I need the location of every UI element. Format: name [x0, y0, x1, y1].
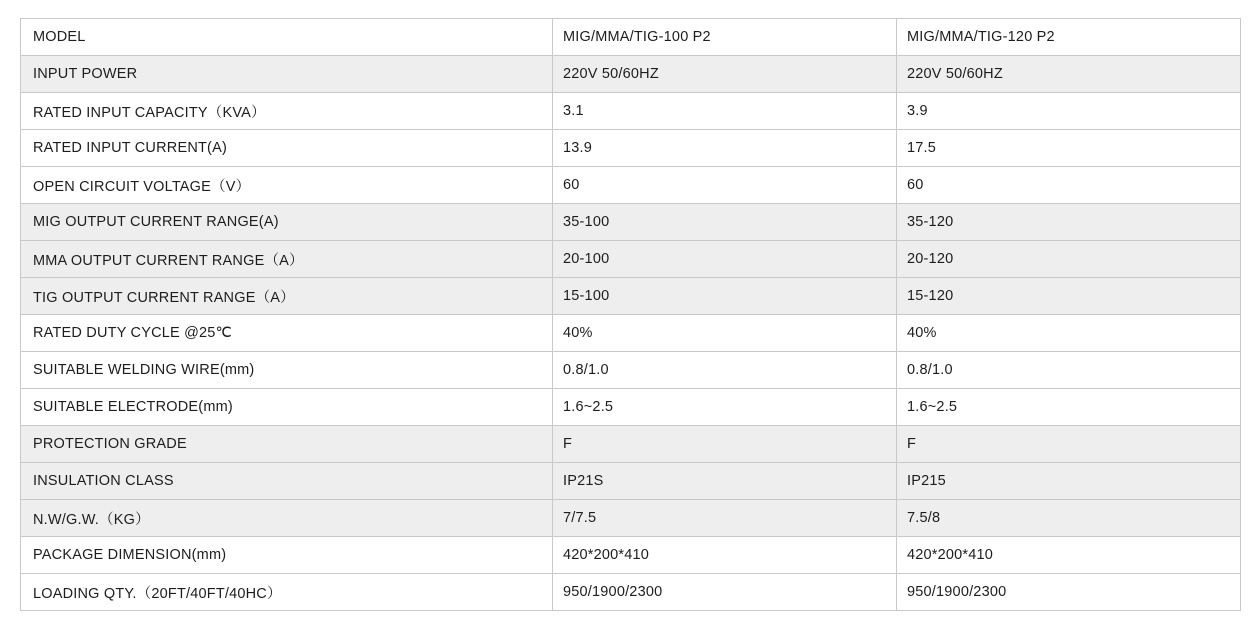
row-value-model-1: 1.6~2.5: [553, 389, 897, 426]
row-label: RATED INPUT CAPACITY（KVA）: [21, 93, 553, 130]
row-value-model-2: 20-120: [897, 241, 1241, 278]
table-row: [21, 500, 1241, 537]
row-value-model-2: 35-120: [897, 204, 1241, 241]
row-label: LOADING QTY.（20FT/40FT/40HC）: [21, 574, 553, 611]
row-value-model-1: IP21S: [553, 463, 897, 500]
table-row: [21, 315, 1241, 352]
row-label: MODEL: [21, 19, 553, 56]
row-label: SUITABLE WELDING WIRE(mm): [21, 352, 553, 389]
row-label: PROTECTION GRADE: [21, 426, 553, 463]
row-label: RATED DUTY CYCLE @25℃: [21, 315, 553, 352]
row-value-model-1: MIG/MMA/TIG-100 P2: [553, 19, 897, 56]
row-label: MIG OUTPUT CURRENT RANGE(A): [21, 204, 553, 241]
row-value-model-2: 3.9: [897, 93, 1241, 130]
row-value-model-2: 950/1900/2300: [897, 574, 1241, 611]
table-row: [21, 93, 1241, 130]
row-label: TIG OUTPUT CURRENT RANGE（A）: [21, 278, 553, 315]
row-value-model-2: 15-120: [897, 278, 1241, 315]
table-row: [21, 19, 1241, 56]
row-value-model-1: 0.8/1.0: [553, 352, 897, 389]
specification-table: [20, 18, 1241, 611]
row-value-model-1: 60: [553, 167, 897, 204]
row-value-model-2: IP215: [897, 463, 1241, 500]
row-value-model-1: 950/1900/2300: [553, 574, 897, 611]
row-label: RATED INPUT CURRENT(A): [21, 130, 553, 167]
row-value-model-1: 3.1: [553, 93, 897, 130]
table-row: [21, 352, 1241, 389]
table-row: [21, 204, 1241, 241]
row-value-model-1: 7/7.5: [553, 500, 897, 537]
row-value-model-2: MIG/MMA/TIG-120 P2: [897, 19, 1241, 56]
row-label: N.W/G.W.（KG）: [21, 500, 553, 537]
table-row: [21, 574, 1241, 611]
row-value-model-1: 420*200*410: [553, 537, 897, 574]
row-value-model-1: 35-100: [553, 204, 897, 241]
row-value-model-2: F: [897, 426, 1241, 463]
table-row: [21, 130, 1241, 167]
row-value-model-2: 0.8/1.0: [897, 352, 1241, 389]
row-label: INSULATION CLASS: [21, 463, 553, 500]
row-value-model-2: 420*200*410: [897, 537, 1241, 574]
table-row: [21, 426, 1241, 463]
table-row: [21, 56, 1241, 93]
row-label: INPUT POWER: [21, 56, 553, 93]
row-label: MMA OUTPUT CURRENT RANGE（A）: [21, 241, 553, 278]
row-value-model-1: 15-100: [553, 278, 897, 315]
row-label: PACKAGE DIMENSION(mm): [21, 537, 553, 574]
table-row: [21, 389, 1241, 426]
row-value-model-1: 40%: [553, 315, 897, 352]
row-value-model-2: 60: [897, 167, 1241, 204]
row-value-model-1: 13.9: [553, 130, 897, 167]
row-value-model-1: 20-100: [553, 241, 897, 278]
row-value-model-2: 17.5: [897, 130, 1241, 167]
table-row: [21, 463, 1241, 500]
table-row: [21, 537, 1241, 574]
table-row: [21, 241, 1241, 278]
row-value-model-1: 220V 50/60HZ: [553, 56, 897, 93]
table-row: [21, 278, 1241, 315]
row-value-model-2: 40%: [897, 315, 1241, 352]
row-value-model-1: F: [553, 426, 897, 463]
row-label: SUITABLE ELECTRODE(mm): [21, 389, 553, 426]
table-body: [21, 19, 1241, 611]
row-label: OPEN CIRCUIT VOLTAGE（V）: [21, 167, 553, 204]
table-row: [21, 167, 1241, 204]
row-value-model-2: 7.5/8: [897, 500, 1241, 537]
row-value-model-2: 1.6~2.5: [897, 389, 1241, 426]
row-value-model-2: 220V 50/60HZ: [897, 56, 1241, 93]
